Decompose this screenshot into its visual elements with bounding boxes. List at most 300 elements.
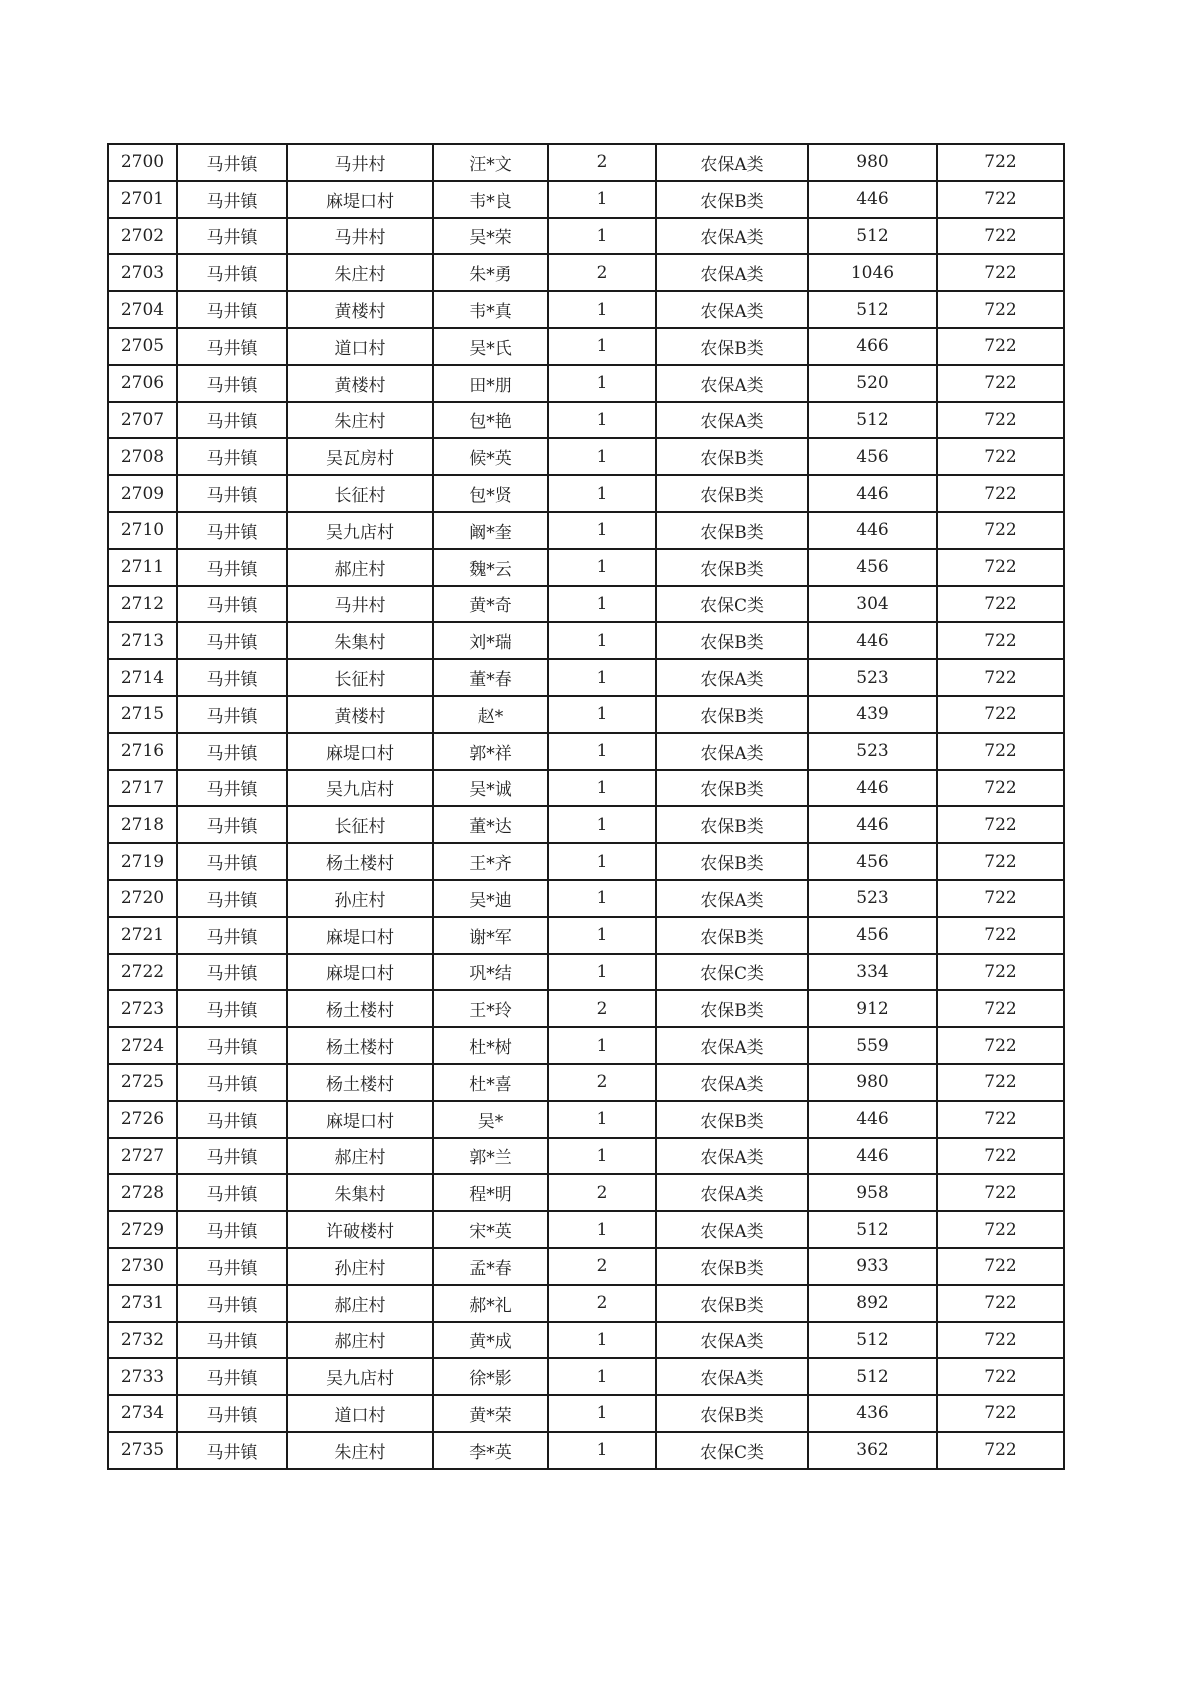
cell-household-size: 1 bbox=[548, 1027, 656, 1064]
cell-village: 郝庄村 bbox=[287, 549, 433, 586]
table-row bbox=[108, 1174, 1064, 1211]
cell-household-size: 2 bbox=[548, 1285, 656, 1322]
cell-row-number: 2719 bbox=[108, 843, 177, 880]
cell-town: 马井镇 bbox=[177, 218, 287, 255]
cell-village: 朱集村 bbox=[287, 1174, 433, 1211]
cell-village: 黄楼村 bbox=[287, 291, 433, 328]
cell-insurance-category: 农保B类 bbox=[656, 990, 808, 1027]
cell-amount: 958 bbox=[808, 1174, 937, 1211]
cell-amount: 439 bbox=[808, 696, 937, 733]
cell-insurance-category: 农保B类 bbox=[656, 1101, 808, 1138]
cell-insurance-category: 农保A类 bbox=[656, 254, 808, 291]
cell-household-size: 2 bbox=[548, 1248, 656, 1285]
cell-amount: 512 bbox=[808, 291, 937, 328]
cell-amount: 456 bbox=[808, 917, 937, 954]
cell-insurance-category: 农保B类 bbox=[656, 622, 808, 659]
cell-amount: 512 bbox=[808, 218, 937, 255]
cell-amount: 523 bbox=[808, 659, 937, 696]
table-row bbox=[108, 328, 1064, 365]
table-row bbox=[108, 806, 1064, 843]
cell-row-number: 2706 bbox=[108, 365, 177, 402]
table-row bbox=[108, 954, 1064, 991]
cell-household-size: 1 bbox=[548, 402, 656, 439]
cell-household-size: 1 bbox=[548, 586, 656, 623]
table-row bbox=[108, 1432, 1064, 1469]
cell-name: 董*春 bbox=[433, 659, 548, 696]
cell-name: 郭*兰 bbox=[433, 1138, 548, 1175]
cell-row-number: 2721 bbox=[108, 917, 177, 954]
cell-row-number: 2701 bbox=[108, 181, 177, 218]
cell-household-size: 1 bbox=[548, 733, 656, 770]
cell-town: 马井镇 bbox=[177, 291, 287, 328]
cell-amount: 436 bbox=[808, 1395, 937, 1432]
cell-household-size: 2 bbox=[548, 254, 656, 291]
cell-town: 马井镇 bbox=[177, 880, 287, 917]
cell-standard: 722 bbox=[937, 438, 1064, 475]
cell-household-size: 1 bbox=[548, 512, 656, 549]
cell-village: 麻堤口村 bbox=[287, 917, 433, 954]
cell-town: 马井镇 bbox=[177, 659, 287, 696]
cell-insurance-category: 农保A类 bbox=[656, 1138, 808, 1175]
table-row bbox=[108, 1211, 1064, 1248]
cell-standard: 722 bbox=[937, 291, 1064, 328]
cell-insurance-category: 农保A类 bbox=[656, 144, 808, 181]
cell-insurance-category: 农保B类 bbox=[656, 475, 808, 512]
table-row bbox=[108, 1395, 1064, 1432]
table-row bbox=[108, 1248, 1064, 1285]
cell-row-number: 2735 bbox=[108, 1432, 177, 1469]
table-row bbox=[108, 696, 1064, 733]
cell-name: 杜*喜 bbox=[433, 1064, 548, 1101]
cell-village: 吴九店村 bbox=[287, 770, 433, 807]
cell-household-size: 1 bbox=[548, 806, 656, 843]
cell-insurance-category: 农保B类 bbox=[656, 1395, 808, 1432]
cell-household-size: 1 bbox=[548, 1322, 656, 1359]
cell-household-size: 1 bbox=[548, 917, 656, 954]
cell-insurance-category: 农保B类 bbox=[656, 1248, 808, 1285]
cell-row-number: 2727 bbox=[108, 1138, 177, 1175]
cell-name: 黄*荣 bbox=[433, 1395, 548, 1432]
cell-standard: 722 bbox=[937, 990, 1064, 1027]
cell-amount: 362 bbox=[808, 1432, 937, 1469]
cell-name: 包*艳 bbox=[433, 402, 548, 439]
cell-insurance-category: 农保A类 bbox=[656, 218, 808, 255]
cell-standard: 722 bbox=[937, 622, 1064, 659]
table-row bbox=[108, 622, 1064, 659]
cell-insurance-category: 农保B类 bbox=[656, 843, 808, 880]
cell-village: 吴九店村 bbox=[287, 512, 433, 549]
table-row bbox=[108, 549, 1064, 586]
cell-town: 马井镇 bbox=[177, 622, 287, 659]
cell-village: 吴瓦房村 bbox=[287, 438, 433, 475]
cell-insurance-category: 农保A类 bbox=[656, 733, 808, 770]
cell-town: 马井镇 bbox=[177, 1322, 287, 1359]
cell-name: 谢*军 bbox=[433, 917, 548, 954]
table-body bbox=[108, 144, 1064, 1469]
cell-amount: 456 bbox=[808, 438, 937, 475]
cell-row-number: 2709 bbox=[108, 475, 177, 512]
cell-town: 马井镇 bbox=[177, 1285, 287, 1322]
cell-village: 孙庄村 bbox=[287, 880, 433, 917]
cell-insurance-category: 农保B类 bbox=[656, 438, 808, 475]
cell-standard: 722 bbox=[937, 218, 1064, 255]
cell-name: 黄*奇 bbox=[433, 586, 548, 623]
cell-village: 杨土楼村 bbox=[287, 1027, 433, 1064]
cell-standard: 722 bbox=[937, 1358, 1064, 1395]
cell-village: 朱庄村 bbox=[287, 254, 433, 291]
cell-standard: 722 bbox=[937, 1027, 1064, 1064]
cell-name: 吴* bbox=[433, 1101, 548, 1138]
cell-amount: 456 bbox=[808, 843, 937, 880]
cell-name: 吴*氏 bbox=[433, 328, 548, 365]
cell-row-number: 2702 bbox=[108, 218, 177, 255]
cell-insurance-category: 农保B类 bbox=[656, 917, 808, 954]
cell-insurance-category: 农保A类 bbox=[656, 1358, 808, 1395]
cell-name: 韦*真 bbox=[433, 291, 548, 328]
table-row bbox=[108, 770, 1064, 807]
cell-insurance-category: 农保C类 bbox=[656, 1432, 808, 1469]
cell-amount: 892 bbox=[808, 1285, 937, 1322]
cell-town: 马井镇 bbox=[177, 990, 287, 1027]
cell-household-size: 2 bbox=[548, 1064, 656, 1101]
cell-standard: 722 bbox=[937, 917, 1064, 954]
cell-row-number: 2732 bbox=[108, 1322, 177, 1359]
cell-town: 马井镇 bbox=[177, 696, 287, 733]
cell-standard: 722 bbox=[937, 1211, 1064, 1248]
cell-row-number: 2726 bbox=[108, 1101, 177, 1138]
cell-amount: 466 bbox=[808, 328, 937, 365]
cell-row-number: 2720 bbox=[108, 880, 177, 917]
cell-name: 徐*影 bbox=[433, 1358, 548, 1395]
cell-amount: 559 bbox=[808, 1027, 937, 1064]
cell-standard: 722 bbox=[937, 1432, 1064, 1469]
cell-amount: 520 bbox=[808, 365, 937, 402]
table-row bbox=[108, 880, 1064, 917]
cell-insurance-category: 农保A类 bbox=[656, 880, 808, 917]
cell-town: 马井镇 bbox=[177, 586, 287, 623]
cell-household-size: 2 bbox=[548, 1174, 656, 1211]
cell-standard: 722 bbox=[937, 1248, 1064, 1285]
cell-amount: 512 bbox=[808, 402, 937, 439]
cell-amount: 446 bbox=[808, 512, 937, 549]
cell-standard: 722 bbox=[937, 733, 1064, 770]
table-row bbox=[108, 1358, 1064, 1395]
cell-amount: 446 bbox=[808, 1101, 937, 1138]
cell-village: 麻堤口村 bbox=[287, 1101, 433, 1138]
cell-standard: 722 bbox=[937, 1395, 1064, 1432]
cell-household-size: 1 bbox=[548, 880, 656, 917]
cell-village: 马井村 bbox=[287, 218, 433, 255]
cell-amount: 304 bbox=[808, 586, 937, 623]
cell-insurance-category: 农保A类 bbox=[656, 1064, 808, 1101]
cell-name: 李*英 bbox=[433, 1432, 548, 1469]
cell-amount: 446 bbox=[808, 770, 937, 807]
cell-village: 孙庄村 bbox=[287, 1248, 433, 1285]
cell-household-size: 1 bbox=[548, 696, 656, 733]
cell-standard: 722 bbox=[937, 402, 1064, 439]
table-row bbox=[108, 512, 1064, 549]
cell-village: 道口村 bbox=[287, 328, 433, 365]
cell-town: 马井镇 bbox=[177, 1101, 287, 1138]
cell-insurance-category: 农保A类 bbox=[656, 1174, 808, 1211]
table-row bbox=[108, 917, 1064, 954]
cell-insurance-category: 农保A类 bbox=[656, 1027, 808, 1064]
cell-row-number: 2724 bbox=[108, 1027, 177, 1064]
cell-village: 朱集村 bbox=[287, 622, 433, 659]
cell-village: 黄楼村 bbox=[287, 696, 433, 733]
table-row bbox=[108, 1322, 1064, 1359]
cell-amount: 523 bbox=[808, 880, 937, 917]
cell-town: 马井镇 bbox=[177, 1211, 287, 1248]
table-row bbox=[108, 402, 1064, 439]
cell-row-number: 2718 bbox=[108, 806, 177, 843]
cell-amount: 446 bbox=[808, 806, 937, 843]
cell-household-size: 1 bbox=[548, 181, 656, 218]
cell-household-size: 1 bbox=[548, 1432, 656, 1469]
cell-household-size: 1 bbox=[548, 291, 656, 328]
cell-standard: 722 bbox=[937, 475, 1064, 512]
cell-town: 马井镇 bbox=[177, 954, 287, 991]
cell-standard: 722 bbox=[937, 549, 1064, 586]
cell-row-number: 2700 bbox=[108, 144, 177, 181]
cell-town: 马井镇 bbox=[177, 549, 287, 586]
table-row bbox=[108, 438, 1064, 475]
cell-village: 马井村 bbox=[287, 144, 433, 181]
cell-insurance-category: 农保B类 bbox=[656, 696, 808, 733]
cell-insurance-category: 农保C类 bbox=[656, 954, 808, 991]
cell-town: 马井镇 bbox=[177, 328, 287, 365]
cell-town: 马井镇 bbox=[177, 1358, 287, 1395]
cell-village: 杨土楼村 bbox=[287, 1064, 433, 1101]
cell-town: 马井镇 bbox=[177, 1248, 287, 1285]
cell-household-size: 1 bbox=[548, 1101, 656, 1138]
cell-row-number: 2711 bbox=[108, 549, 177, 586]
cell-household-size: 1 bbox=[548, 365, 656, 402]
cell-name: 郭*祥 bbox=[433, 733, 548, 770]
cell-row-number: 2730 bbox=[108, 1248, 177, 1285]
cell-insurance-category: 农保B类 bbox=[656, 549, 808, 586]
cell-name: 魏*云 bbox=[433, 549, 548, 586]
cell-insurance-category: 农保B类 bbox=[656, 328, 808, 365]
cell-row-number: 2722 bbox=[108, 954, 177, 991]
cell-name: 赵* bbox=[433, 696, 548, 733]
cell-village: 长征村 bbox=[287, 806, 433, 843]
table-row bbox=[108, 843, 1064, 880]
cell-amount: 980 bbox=[808, 1064, 937, 1101]
table-row bbox=[108, 733, 1064, 770]
cell-name: 田*朋 bbox=[433, 365, 548, 402]
cell-town: 马井镇 bbox=[177, 1064, 287, 1101]
cell-standard: 722 bbox=[937, 254, 1064, 291]
cell-standard: 722 bbox=[937, 144, 1064, 181]
cell-name: 吴*迪 bbox=[433, 880, 548, 917]
cell-town: 马井镇 bbox=[177, 1395, 287, 1432]
cell-amount: 1046 bbox=[808, 254, 937, 291]
cell-household-size: 1 bbox=[548, 1358, 656, 1395]
cell-village: 许破楼村 bbox=[287, 1211, 433, 1248]
table-row bbox=[108, 218, 1064, 255]
table-row bbox=[108, 1285, 1064, 1322]
cell-name: 刘*瑞 bbox=[433, 622, 548, 659]
cell-town: 马井镇 bbox=[177, 843, 287, 880]
cell-name: 王*齐 bbox=[433, 843, 548, 880]
cell-row-number: 2714 bbox=[108, 659, 177, 696]
cell-village: 道口村 bbox=[287, 1395, 433, 1432]
cell-name: 程*明 bbox=[433, 1174, 548, 1211]
cell-village: 杨土楼村 bbox=[287, 843, 433, 880]
cell-town: 马井镇 bbox=[177, 1432, 287, 1469]
cell-row-number: 2705 bbox=[108, 328, 177, 365]
cell-standard: 722 bbox=[937, 512, 1064, 549]
cell-row-number: 2712 bbox=[108, 586, 177, 623]
table-row bbox=[108, 586, 1064, 623]
cell-town: 马井镇 bbox=[177, 475, 287, 512]
cell-insurance-category: 农保A类 bbox=[656, 365, 808, 402]
cell-amount: 512 bbox=[808, 1211, 937, 1248]
cell-name: 朱*勇 bbox=[433, 254, 548, 291]
cell-insurance-category: 农保B类 bbox=[656, 770, 808, 807]
table-row bbox=[108, 254, 1064, 291]
cell-household-size: 1 bbox=[548, 954, 656, 991]
cell-village: 朱庄村 bbox=[287, 402, 433, 439]
cell-name: 杜*树 bbox=[433, 1027, 548, 1064]
cell-row-number: 2708 bbox=[108, 438, 177, 475]
cell-village: 郝庄村 bbox=[287, 1285, 433, 1322]
cell-row-number: 2717 bbox=[108, 770, 177, 807]
cell-household-size: 1 bbox=[548, 438, 656, 475]
cell-household-size: 1 bbox=[548, 328, 656, 365]
cell-row-number: 2729 bbox=[108, 1211, 177, 1248]
cell-name: 韦*良 bbox=[433, 181, 548, 218]
cell-row-number: 2733 bbox=[108, 1358, 177, 1395]
cell-village: 长征村 bbox=[287, 659, 433, 696]
cell-row-number: 2734 bbox=[108, 1395, 177, 1432]
cell-standard: 722 bbox=[937, 843, 1064, 880]
cell-standard: 722 bbox=[937, 770, 1064, 807]
cell-household-size: 1 bbox=[548, 1395, 656, 1432]
cell-insurance-category: 农保B类 bbox=[656, 1285, 808, 1322]
cell-name: 宋*英 bbox=[433, 1211, 548, 1248]
cell-amount: 456 bbox=[808, 549, 937, 586]
cell-row-number: 2703 bbox=[108, 254, 177, 291]
cell-standard: 722 bbox=[937, 365, 1064, 402]
cell-household-size: 1 bbox=[548, 659, 656, 696]
cell-town: 马井镇 bbox=[177, 181, 287, 218]
cell-amount: 512 bbox=[808, 1322, 937, 1359]
cell-insurance-category: 农保A类 bbox=[656, 659, 808, 696]
cell-name: 阚*奎 bbox=[433, 512, 548, 549]
cell-household-size: 1 bbox=[548, 622, 656, 659]
cell-town: 马井镇 bbox=[177, 770, 287, 807]
table-row bbox=[108, 475, 1064, 512]
cell-town: 马井镇 bbox=[177, 917, 287, 954]
cell-name: 黄*成 bbox=[433, 1322, 548, 1359]
cell-row-number: 2713 bbox=[108, 622, 177, 659]
cell-row-number: 2704 bbox=[108, 291, 177, 328]
cell-amount: 446 bbox=[808, 475, 937, 512]
cell-standard: 722 bbox=[937, 659, 1064, 696]
cell-household-size: 1 bbox=[548, 475, 656, 512]
cell-name: 吴*荣 bbox=[433, 218, 548, 255]
cell-household-size: 1 bbox=[548, 218, 656, 255]
cell-village: 麻堤口村 bbox=[287, 954, 433, 991]
cell-row-number: 2731 bbox=[108, 1285, 177, 1322]
cell-town: 马井镇 bbox=[177, 733, 287, 770]
cell-amount: 446 bbox=[808, 622, 937, 659]
cell-standard: 722 bbox=[937, 1285, 1064, 1322]
cell-insurance-category: 农保A类 bbox=[656, 1211, 808, 1248]
cell-insurance-category: 农保A类 bbox=[656, 402, 808, 439]
cell-village: 朱庄村 bbox=[287, 1432, 433, 1469]
cell-town: 马井镇 bbox=[177, 144, 287, 181]
cell-name: 包*贤 bbox=[433, 475, 548, 512]
cell-amount: 334 bbox=[808, 954, 937, 991]
cell-standard: 722 bbox=[937, 880, 1064, 917]
cell-name: 汪*文 bbox=[433, 144, 548, 181]
cell-standard: 722 bbox=[937, 696, 1064, 733]
cell-standard: 722 bbox=[937, 954, 1064, 991]
cell-household-size: 1 bbox=[548, 549, 656, 586]
cell-household-size: 2 bbox=[548, 990, 656, 1027]
cell-insurance-category: 农保A类 bbox=[656, 291, 808, 328]
cell-standard: 722 bbox=[937, 1101, 1064, 1138]
cell-name: 郝*礼 bbox=[433, 1285, 548, 1322]
cell-standard: 722 bbox=[937, 1322, 1064, 1359]
table-row bbox=[108, 1064, 1064, 1101]
cell-row-number: 2707 bbox=[108, 402, 177, 439]
cell-name: 巩*结 bbox=[433, 954, 548, 991]
cell-insurance-category: 农保B类 bbox=[656, 806, 808, 843]
cell-amount: 512 bbox=[808, 1358, 937, 1395]
cell-amount: 523 bbox=[808, 733, 937, 770]
cell-village: 郝庄村 bbox=[287, 1322, 433, 1359]
cell-name: 候*英 bbox=[433, 438, 548, 475]
cell-row-number: 2728 bbox=[108, 1174, 177, 1211]
cell-village: 麻堤口村 bbox=[287, 733, 433, 770]
cell-standard: 722 bbox=[937, 1174, 1064, 1211]
cell-town: 马井镇 bbox=[177, 1138, 287, 1175]
cell-town: 马井镇 bbox=[177, 512, 287, 549]
cell-standard: 722 bbox=[937, 328, 1064, 365]
table-row bbox=[108, 990, 1064, 1027]
cell-amount: 446 bbox=[808, 1138, 937, 1175]
cell-insurance-category: 农保B类 bbox=[656, 181, 808, 218]
cell-town: 马井镇 bbox=[177, 1027, 287, 1064]
data-table bbox=[107, 143, 1065, 1470]
cell-town: 马井镇 bbox=[177, 402, 287, 439]
table-row bbox=[108, 1027, 1064, 1064]
cell-insurance-category: 农保C类 bbox=[656, 586, 808, 623]
cell-village: 郝庄村 bbox=[287, 1138, 433, 1175]
table-row bbox=[108, 144, 1064, 181]
cell-village: 马井村 bbox=[287, 586, 433, 623]
cell-town: 马井镇 bbox=[177, 1174, 287, 1211]
cell-village: 吴九店村 bbox=[287, 1358, 433, 1395]
cell-standard: 722 bbox=[937, 1138, 1064, 1175]
cell-household-size: 1 bbox=[548, 843, 656, 880]
cell-row-number: 2723 bbox=[108, 990, 177, 1027]
cell-name: 董*达 bbox=[433, 806, 548, 843]
cell-name: 王*玲 bbox=[433, 990, 548, 1027]
table-row bbox=[108, 659, 1064, 696]
cell-household-size: 2 bbox=[548, 144, 656, 181]
cell-amount: 933 bbox=[808, 1248, 937, 1285]
cell-standard: 722 bbox=[937, 586, 1064, 623]
cell-household-size: 1 bbox=[548, 770, 656, 807]
cell-town: 马井镇 bbox=[177, 365, 287, 402]
cell-row-number: 2715 bbox=[108, 696, 177, 733]
cell-insurance-category: 农保A类 bbox=[656, 1322, 808, 1359]
